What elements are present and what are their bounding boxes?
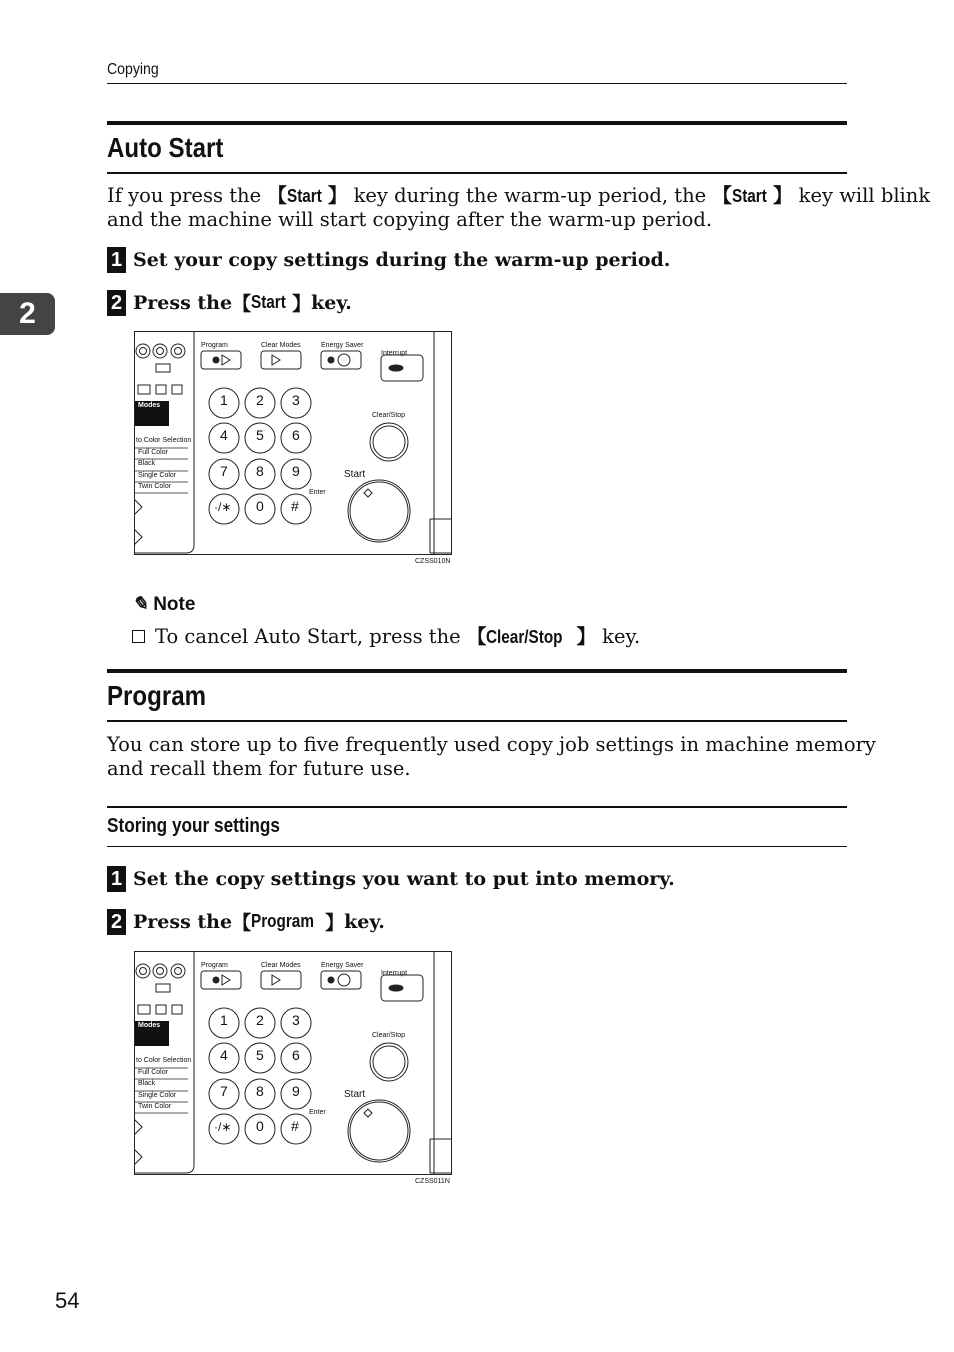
key-hash: #: [291, 1118, 299, 1134]
key-5: 5: [256, 427, 264, 443]
key-8: 8: [256, 1083, 264, 1099]
checkbox-icon: [132, 630, 145, 643]
label-program: Program: [201, 342, 228, 349]
step-number: 1: [107, 247, 126, 273]
chapter-tab: [0, 293, 55, 335]
step-number: 2: [107, 290, 126, 316]
label-start: Start: [344, 469, 366, 480]
step-number: 2: [107, 909, 126, 935]
key-1: 1: [220, 392, 228, 408]
label-full-color: Full Color: [138, 449, 168, 456]
key-1: 1: [220, 1012, 228, 1028]
label-enter: Enter: [309, 489, 326, 496]
figure-id: CZSS010N: [415, 558, 451, 565]
section-title-program: Program: [107, 680, 207, 711]
label-clear-modes: Clear Modes: [261, 962, 301, 969]
section-top-rule: [107, 669, 847, 673]
key-0: 0: [256, 498, 264, 514]
label-black: Black: [138, 460, 156, 467]
key-4: 4: [220, 1047, 228, 1063]
control-panel-figure-program: [134, 951, 452, 1175]
label-single-color: Single Color: [138, 1092, 177, 1099]
key-star: ·/∗: [214, 500, 232, 514]
key-6: 6: [292, 427, 300, 443]
key-7: 7: [220, 463, 228, 479]
key-4: 4: [220, 427, 228, 443]
label-black: Black: [138, 1080, 156, 1087]
auto-start-intro: If you press the 【Start 】 key during the warm-up period, the 【Start 】 key will blink and the machine will start copying after the warm-up period.: [107, 184, 931, 231]
subsection-top-rule: [107, 806, 847, 808]
label-color-selection: to Color Selection: [136, 437, 192, 444]
step-text: Set the copy settings you want to put into memory.: [133, 868, 675, 890]
label-program: Program: [201, 962, 228, 969]
label-clear-stop: Clear/Stop: [372, 412, 406, 419]
label-single-color: Single Color: [138, 472, 177, 479]
label-energy-saver: Energy Saver: [321, 342, 364, 349]
program-key-ref: Program: [251, 911, 315, 931]
subsection-title: Storing your settings: [107, 815, 280, 837]
start-key-ref: Start: [286, 186, 322, 206]
key-star: ·/∗: [214, 1120, 232, 1134]
label-twin-color: Twin Color: [138, 1103, 172, 1110]
key-3: 3: [292, 392, 300, 408]
label-modes: Modes: [138, 1022, 161, 1029]
label-enter: Enter: [309, 1109, 326, 1116]
step-2: 2 Press the 【 Program 】 key.: [107, 908, 385, 935]
pencil-icon: ✎: [132, 594, 148, 615]
key-6: 6: [292, 1047, 300, 1063]
label-energy-saver: Energy Saver: [321, 962, 364, 969]
figure-id: CZSS011N: [415, 1178, 450, 1185]
key-9: 9: [292, 463, 300, 479]
header-rule: [107, 83, 847, 84]
page-number: 54: [55, 1288, 80, 1313]
key-5: 5: [256, 1047, 264, 1063]
label-start: Start: [344, 1089, 366, 1100]
step-2: 2 Press the 【 Start 】 key.: [107, 289, 352, 316]
key-0: 0: [256, 1118, 264, 1134]
label-interrupt: Interrupt: [381, 350, 408, 357]
program-intro: You can store up to five frequently used copy job settings in machine memory and recall them for future use.: [107, 733, 876, 780]
step-text: Set your copy settings during the warm-up period.: [133, 249, 671, 271]
section-title-rule: [107, 172, 847, 174]
running-header: Copying: [107, 61, 159, 78]
start-key-ref: Start: [251, 292, 286, 312]
step-number: 1: [107, 866, 126, 892]
clear-stop-key-ref: Clear/Stop: [486, 627, 563, 647]
chapter-number: 2: [19, 297, 36, 330]
key-hash: #: [291, 498, 299, 514]
control-panel-figure-start: [134, 331, 452, 555]
section-title-auto-start: Auto Start: [107, 132, 224, 163]
key-2: 2: [256, 392, 264, 408]
key-3: 3: [292, 1012, 300, 1028]
label-color-selection: to Color Selection: [136, 1057, 192, 1064]
subsection-rule: [107, 846, 847, 847]
label-twin-color: Twin Color: [138, 483, 172, 490]
key-8: 8: [256, 463, 264, 479]
section-title-rule: [107, 720, 847, 722]
step-1: [107, 247, 670, 273]
label-modes: Modes: [138, 402, 161, 409]
key-7: 7: [220, 1083, 228, 1099]
step-1: [107, 866, 675, 892]
section-top-rule: [107, 121, 847, 125]
note-item: To cancel Auto Start, press the 【Clear/Stop 】 key.: [132, 621, 640, 649]
start-key-ref: Start: [731, 186, 767, 206]
note-heading: ✎ Note: [132, 594, 196, 615]
label-full-color: Full Color: [138, 1069, 168, 1076]
label-interrupt: Interrupt: [381, 970, 408, 977]
label-clear-stop: Clear/Stop: [372, 1032, 406, 1039]
key-9: 9: [292, 1083, 300, 1099]
label-clear-modes: Clear Modes: [261, 342, 301, 349]
key-2: 2: [256, 1012, 264, 1028]
